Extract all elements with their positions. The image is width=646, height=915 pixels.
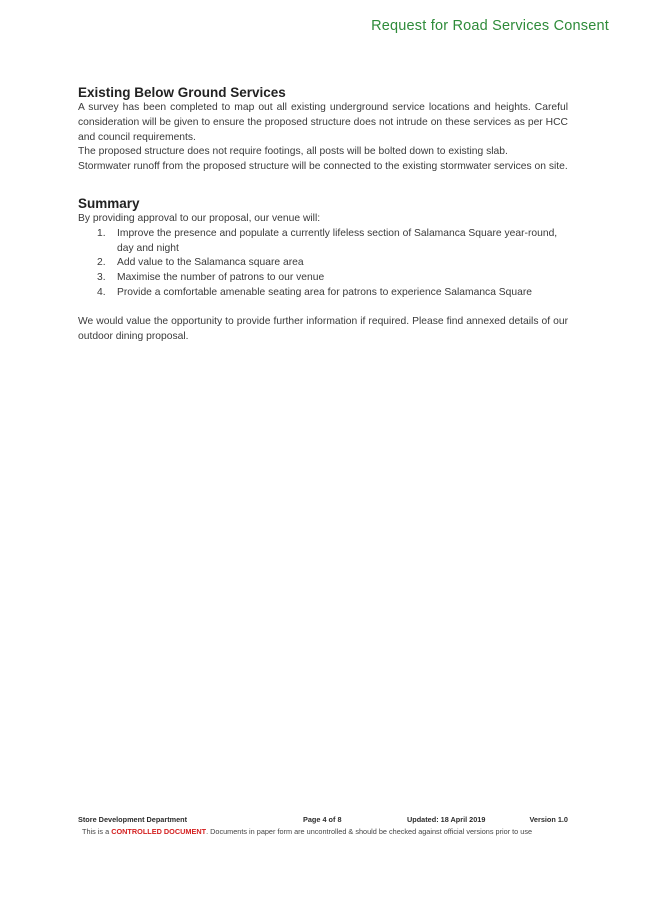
list-item-number: 1. [97, 227, 106, 239]
footer-info-row [78, 815, 568, 827]
document-body [78, 84, 568, 344]
list-item [78, 271, 568, 286]
list-item-text: Maximise the number of patrons to our venue [117, 272, 325, 284]
list-item-text: Provide a comfortable amenable seating area for patrons to experience Salamanca Square [117, 286, 532, 298]
footer-page-number: Page 4 of 8 [303, 815, 342, 824]
summary-section [78, 195, 568, 344]
list-item-number: 4. [97, 286, 106, 298]
footer-department: Store Development Department [78, 815, 188, 824]
closing-paragraph: We would value the opportunity to provide further information if required. Please find annexed details of our outdoor dining proposal. [78, 315, 568, 342]
summary-list [78, 227, 568, 301]
list-item [78, 256, 568, 271]
list-item-number: 3. [97, 272, 106, 284]
list-item-number: 2. [97, 257, 106, 269]
footer-note-prefix: This is a [82, 827, 112, 836]
footer [78, 815, 568, 836]
services-paragraph-2: The proposed structure does not require footings, all posts will be bolted down to existing slab. [78, 146, 508, 158]
list-item [78, 286, 568, 301]
services-heading: Existing Below Ground Services [78, 85, 286, 100]
summary-heading: Summary [78, 195, 140, 211]
controlled-document-label: CONTROLLED DOCUMENT [111, 827, 207, 836]
list-item-text: Add value to the Salamanca square area [117, 257, 304, 269]
footer-updated-date: Updated: 18 April 2019 [407, 815, 486, 824]
summary-intro: By providing approval to our proposal, our venue will: [78, 212, 321, 224]
list-item-text: Improve the presence and populate a currently lifeless section of Salamanca Square year-round, day and night [117, 227, 558, 254]
header-title: Request for Road Services Consent [371, 18, 609, 34]
footer-note-suffix: . Documents in paper form are uncontrolled & should be checked against official versions prior to use [206, 827, 533, 836]
footer-version: Version 1.0 [529, 815, 568, 824]
footer-control-note [82, 827, 532, 836]
services-paragraph-1: A survey has been completed to map out all existing underground service locations and heights. Careful consideration will be given to ensure the proposed structure does not intrude on these services as per HCC and council requirements. [78, 102, 568, 143]
services-paragraph-3: Stormwater runoff from the proposed structure will be connected to the existing stormwater services on site. [78, 161, 568, 173]
list-item [78, 227, 568, 257]
